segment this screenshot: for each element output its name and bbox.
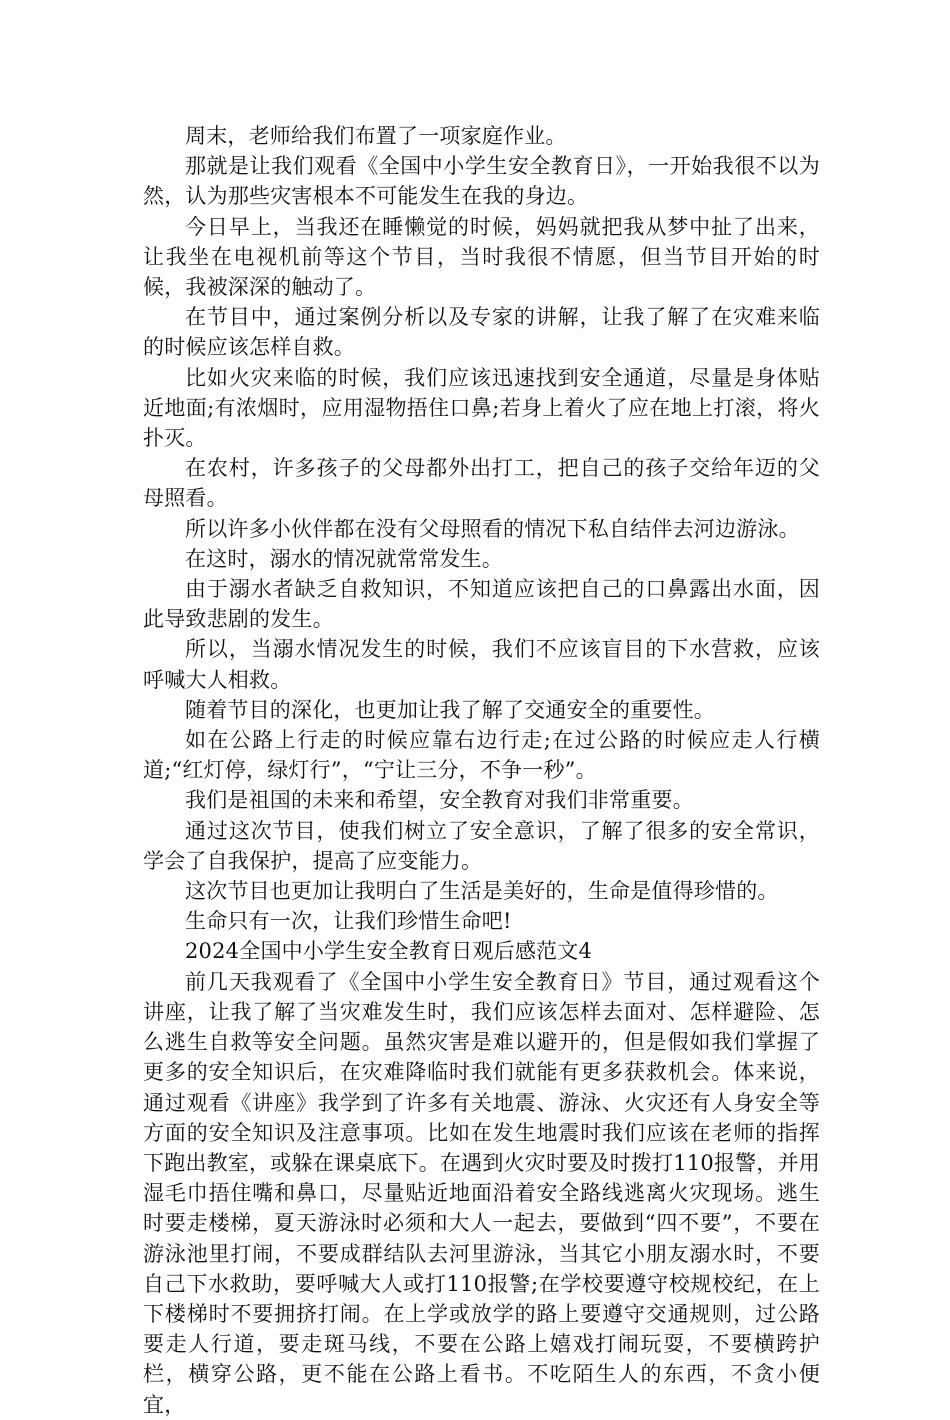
paragraph-12: 如在公路上行走的时候应靠右边行走;在过公路的时候应走人行横道;“红灯停，绿灯行”，“宁让三分，不争一秒”。 bbox=[143, 728, 820, 783]
document-body bbox=[143, 121, 820, 1420]
paragraph-13: 我们是祖国的未来和希望，安全教育对我们非常重要。 bbox=[185, 788, 694, 813]
paragraph-3: 今日早上，当我还在睡懒觉的时候，妈妈就把我从梦中扯了出来，让我坐在电视机前等这个节目，当时我很不情愿，但当节目开始的时候，我被深深的触动了。 bbox=[143, 214, 820, 300]
paragraph-9: 由于溺水者缺乏自救知识，不知道应该把自己的口鼻露出水面，因此导致悲剧的发生。 bbox=[143, 577, 820, 632]
paragraph-4: 在节目中，通过案例分析以及专家的讲解，让我了解了在灾难来临的时候应该怎样自救。 bbox=[143, 305, 820, 360]
paragraph-5: 比如火灾来临的时候，我们应该迅速找到安全通道，尽量是身体贴近地面;有浓烟时，应用湿物捂住口鼻;若身上着火了应在地上打滚，将火扑灭。 bbox=[143, 365, 820, 451]
paragraph-14: 通过这次节目，使我们树立了安全意识，了解了很多的安全常识，学会了自我保护，提高了应变能力。 bbox=[143, 818, 820, 873]
paragraph-7: 所以许多小伙伴都在没有父母照看的情况下私自结伴去河边游泳。 bbox=[185, 516, 800, 541]
paragraph-15: 这次节目也更加让我明白了生活是美好的，生命是值得珍惜的。 bbox=[185, 879, 779, 904]
paragraph-8: 在这时，溺水的情况就常常发生。 bbox=[185, 546, 503, 571]
paragraph-17: 前几天我观看了《全国中小学生安全教育日》节目，通过观看这个讲座，让我了解了当灾难发生时，我们应该怎样去面对、怎样避险、怎么逃生自救等安全问题。虽然灾害是难以避开的，但是假如我们掌握了更多的安全知识后，在灾难降临时我们就能有更多获救机会。体来说，通过观看《讲座》我学到了许多有关地震、游泳、火灾还有人身安全等方面的安全知识及注意事项。比如在发生地震时我们应该在老师的指挥下跑出教室，或躲在课桌底下。在遇到火灾时要及时拨打110报警，并用湿毛巾捂住嘴和鼻口，尽量贴近地面沿着安全路线逃离火灾现场。逃生时要走楼梯，夏天游泳时必须和大人一起去，要做到“四不要”，不要在游泳池里打闹，不要成群结队去河里游泳，当其它小朋友溺水时，不要自己下水救助，要呼喊大人或打110报警;在学校要遵守校规校纪，在上下楼梯时不要拥挤打闹。在上学或放学的路上要遵守交通规则，过公路要走人行道，要走斑马线，不要在公路上嬉戏打闹玩耍，不要横跨护栏，横穿公路，更不能在公路上看书。不吃陌生人的东西，不贪小便宜， bbox=[143, 969, 820, 1417]
paragraph-16: 生命只有一次，让我们珍惜生命吧! bbox=[185, 909, 512, 934]
paragraph-6: 在农村，许多孩子的父母都外出打工，把自己的孩子交给年迈的父母照看。 bbox=[143, 456, 820, 511]
section-heading: 2024全国中小学生安全教育日观后感范文4 bbox=[185, 939, 593, 964]
paragraph-2: 那就是让我们观看《全国中小学生安全教育日》，一开始我很不以为然，认为那些灾害根本不可能发生在我的身边。 bbox=[143, 154, 820, 209]
paragraph-11: 随着节目的深化，也更加让我了解了交通安全的重要性。 bbox=[185, 697, 715, 722]
paragraph-1: 周末，老师给我们布置了一项家庭作业。 bbox=[185, 124, 567, 148]
paragraph-10: 所以，当溺水情况发生的时候，我们不应该盲目的下水营救，应该呼喊大人相救。 bbox=[143, 637, 820, 692]
